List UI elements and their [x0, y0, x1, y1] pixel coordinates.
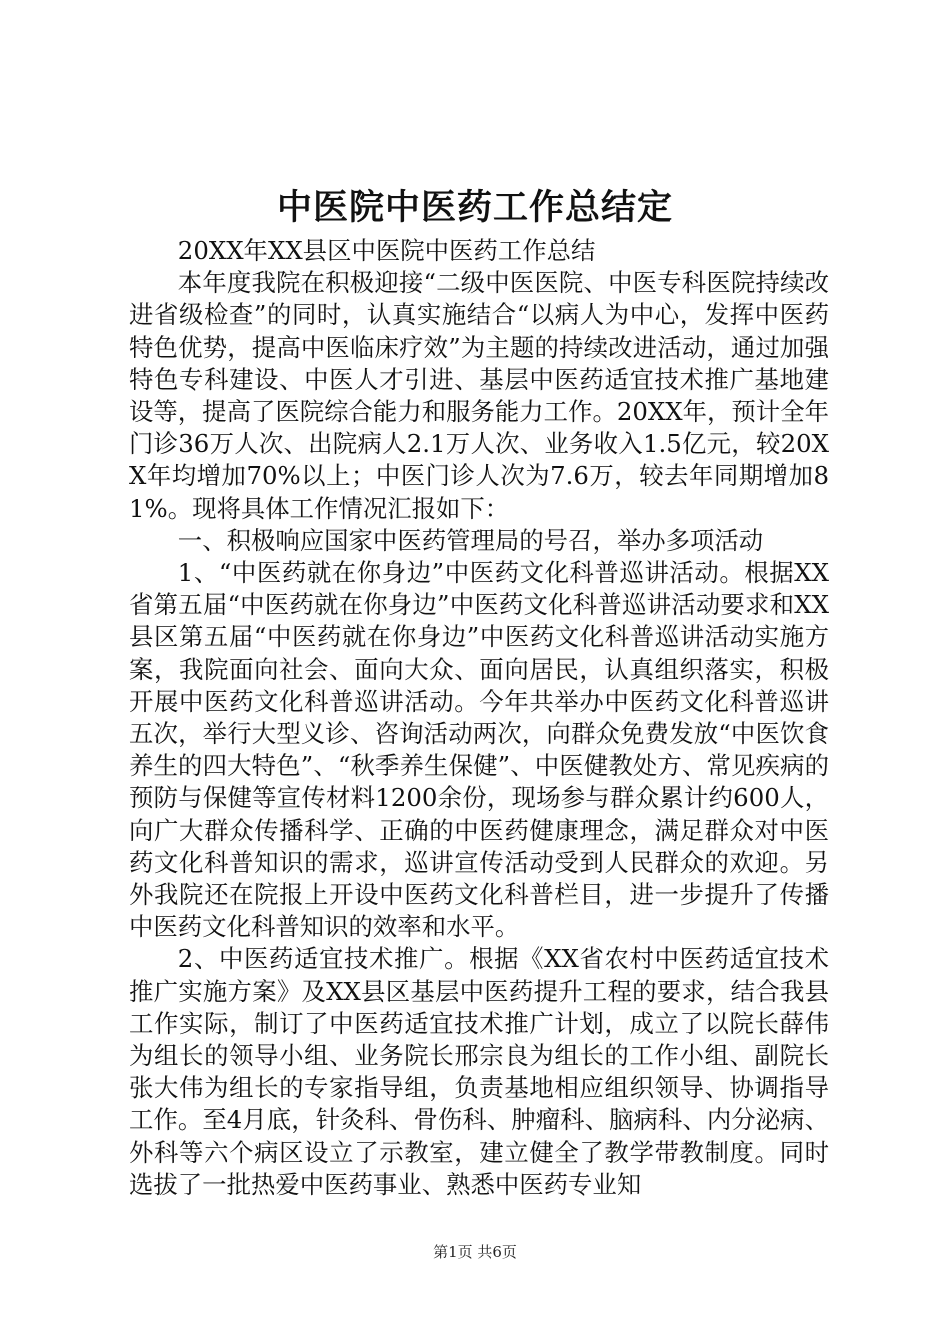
section-heading-1: 一、积极响应国家中医药管理局的号召，举办多项活动 — [177, 525, 764, 555]
document-body — [129, 235, 829, 1201]
paragraph-item-2: 2、中医药适宜技术推广。根据《XX省农村中医药适宜技术推广实施方案》及XX县区基层中医药提升工程的要求，结合我县工作实际，制订了中医药适宜技术推广计划，成立了以院长薛伟为组长的领导小组、业务院长邢宗良为组长的工作小组、副院长张大伟为组长的专家指导组，负责基地相应组织领导、协调指导工作。至4月底，针灸科、骨伤科、肿瘤科、脑病科、内分泌病、外科等六个病区设立了示教室，建立健全了教学带教制度。同时选拔了一批热爱中医药事业、熟悉中医药专业知 — [129, 944, 829, 1199]
document-title: 中医院中医药工作总结定 — [276, 187, 673, 228]
paragraph-item-1: 1、“中医药就在你身边”中医药文化科普巡讲活动。根据XX省第五届“中医药就在你身边”中医药文化科普巡讲活动要求和XX县区第五届“中医药就在你身边”中医药文化科普巡讲活动实施方案，我院面向社会、面向大众、面向居民，认真组织落实，积极开展中医药文化科普巡讲活动。今年共举办中医药文化科普巡讲五次，举行大型义诊、咨询活动两次，向群众免费发放“中医饮食养生的四大特色”、“秋季养生保健”、中医健教处方、常见疾病的预防与保健等宣传材料1200余份，现场参与群众累计约600人，向广大群众传播科学、正确的中医药健康理念，满足群众对中医药文化科普知识的需求，巡讲宣传活动受到人民群众的欢迎。另外我院还在院报上开设中医药文化科普栏目，进一步提升了传播中医药文化科普知识的效率和水平。 — [129, 558, 829, 942]
paragraph-subtitle: 20XX年XX县区中医院中医药工作总结 — [177, 236, 596, 265]
page-footer: 第1页 共6页 — [433, 1243, 517, 1261]
paragraph-intro: 本年度我院在积极迎接“二级中医医院、中医专科医院持续改进省级检查”的同时，认真实施结合“以病人为中心，发挥中医药特色优势，提高中医临床疗效”为主题的持续改进活动，通过加强特色专科建设、中医人才引进、基层中医药适宜技术推广基地建设等，提高了医院综合能力和服务能力工作。20XX年，预计全年门诊36万人次、出院病人2.1万人次、业务收入1.5亿元，较20XX年均增加70%以上；中医门诊人次为7.6万，较去年同期增加81%。现将具体工作情况汇报如下： — [129, 268, 829, 523]
